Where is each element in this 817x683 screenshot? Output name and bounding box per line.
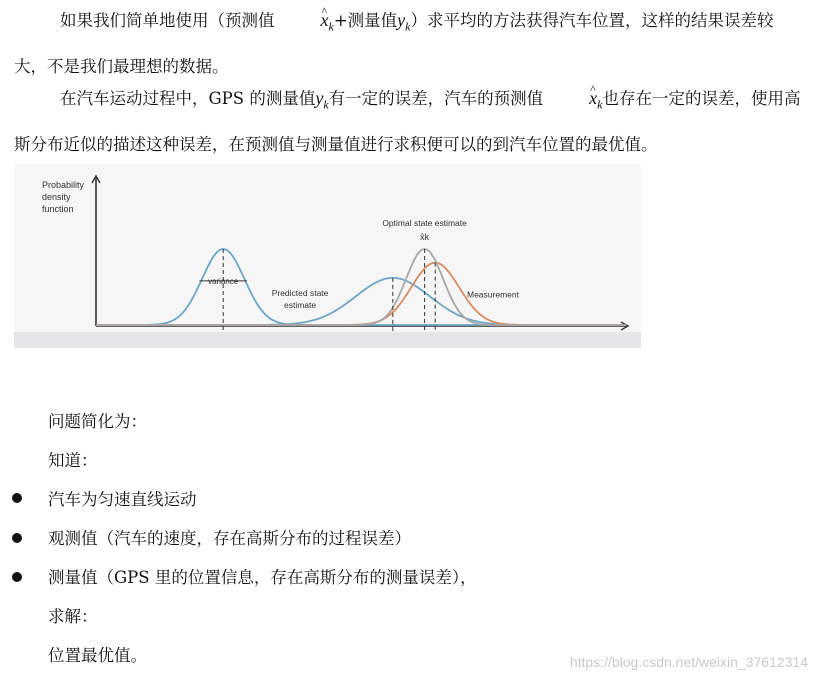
annotation-measurement: Measurement	[467, 289, 519, 300]
paragraph-2-text-b: 有一定的误差，汽车的预测值	[328, 89, 544, 108]
bullet-item-1: 汽车为匀速直线运动	[48, 490, 197, 509]
predicted-symbol	[275, 10, 334, 34]
k-subscript: k	[323, 97, 329, 112]
ylabel-line-1: Probability	[42, 180, 85, 190]
paragraph-2-text-c: 也存在一定的误差，使用高斯分布近似的描述这种误差，在预测值与测量值进行求积便可以的到汽车位置的最优值。	[14, 89, 801, 154]
simplify-heading: 问题简化为：	[48, 412, 147, 431]
bullet-dot	[12, 572, 22, 582]
predicted-symbol	[543, 88, 603, 112]
bullet-dot	[12, 533, 22, 543]
ylabel-line-3: function	[42, 204, 74, 214]
paragraph-2	[14, 78, 804, 165]
paragraph-2-text-a: 在汽车运动过程中，GPS 的测量值	[60, 89, 316, 108]
gaussian-chart	[14, 164, 641, 348]
annotation-predicted-line-2: estimate	[283, 300, 317, 311]
k-subscript: k	[597, 97, 603, 112]
kalman-figure	[14, 164, 641, 348]
variance-label: variance	[208, 276, 239, 286]
y-symbol: y	[315, 88, 324, 108]
result-text: 位置最优值。	[48, 646, 147, 665]
measurement-symbol	[397, 10, 411, 34]
bullet-item-2: 观测值（汽车的速度，存在高斯分布的过程误差）	[48, 529, 411, 548]
solve-heading: 求解：	[48, 607, 98, 626]
y-symbol: y	[397, 10, 406, 30]
curve-previous-estimate	[96, 249, 626, 325]
known-heading: 知道：	[48, 451, 98, 470]
k-subscript: k	[405, 19, 411, 34]
curve-optimal-estimate	[96, 249, 626, 325]
watermark: https://blog.csdn.net/weixin_37612314	[569, 654, 808, 670]
x-hat: ^ x	[543, 78, 597, 118]
bullet-dot	[12, 493, 22, 503]
annotation-optimal: Optimal state estimate	[382, 218, 467, 228]
measurement-symbol	[315, 88, 329, 112]
curves-group	[96, 249, 626, 325]
paragraph-1-text-c: ）求平均的方法获得汽车位置，这样的结果误差较大，不是我们最理想的数据。	[14, 11, 774, 76]
curve-measurement	[96, 263, 626, 325]
x-hat: ^ x	[275, 0, 329, 40]
annotation-predicted-line-1: Predicted state	[271, 288, 329, 299]
paragraph-1	[14, 0, 804, 87]
figure-bottom-strip	[14, 332, 641, 348]
optimal-state-label: x̂k	[420, 232, 430, 242]
k-subscript: k	[328, 19, 334, 34]
paragraph-1-text-b: +测量值	[333, 11, 398, 30]
ylabel-line-2: density	[42, 192, 71, 202]
bullet-item-3: 测量值（GPS 里的位置信息，存在高斯分布的测量误差），	[48, 568, 477, 587]
paragraph-1-text-a: 如果我们简单地使用（预测值	[60, 11, 275, 30]
